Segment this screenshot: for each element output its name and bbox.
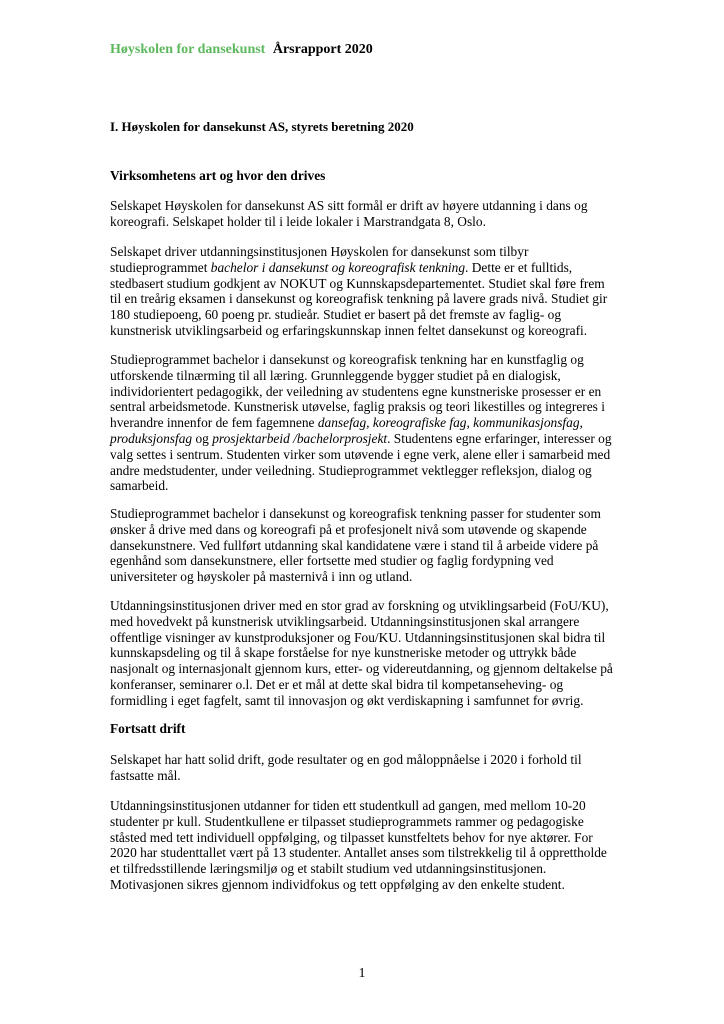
paragraph-3-part-e: . Studentens egne erfaringer, interesser og valg settes i sentrum. Studenten virker som utøvende i egne verk, alene eller i samarbeid med andre medstudenter, under veiledning. Studieprogrammet vektlegger refleksjon, dialog og samarbeid. [110, 430, 612, 494]
document-header [110, 42, 373, 58]
subheading-drift [110, 721, 616, 737]
paragraph-2-part-c: . Dette er et fulltids, stedbasert studium godkjent av NOKUT og Kunnskapsdepartementet. Studiet skal føre frem til en treårig eksamen i dansekunst og koreografisk tenkning på lavere grads nivå. Studiet gir 180 studiepoeng, 60 poeng pr. studieår. Studiet er basert på det fremste av faglig- og kunstnerisk utviklingsarbeid og erfaringskunnskap innen feltet dansekunst og koreografi. [110, 259, 608, 338]
paragraph-7 [110, 798, 616, 893]
paragraph-3-project: prosjektarbeid /bachelorprosjekt [212, 430, 388, 446]
paragraph-3 [110, 352, 616, 494]
paragraph-5-text: Utdanningsinstitusjonen driver med en stor grad av forskning og utviklingsarbeid (FoU/KU), med hovedvekt på kunstnerisk utviklingsarbeid. Utdanningsinstitusjonen skal arrangere offentlige visninger av kunstproduksjoner og Fou/KU. Utdanningsinstitusjonen skal bidra til kunnskapsdeling og til å skape forståelse for nye kunstneriske metoder og uttrykk både nasjonalt og internasjonalt gjennom kurs, etter- og videreutdanning, og gjennom deltakelse på konferanser, seminarer o.l. Det er et mål at dette skal bidra til kompetanseheving- og formidling i eget fagfelt, samt til innovasjon og økt verdiskapning i samfunnet for øvrig. [110, 598, 613, 708]
paragraph-7-text: Utdanningsinstitusjonen utdanner for tiden ett studentkull ad gangen, med mellom 10-20 studenter pr kull. Studentkullene er tilpasset studieprogrammets rammer og pedagogiske ståsted med tett individuell oppfølging, og tilpasset kunstfeltets behov for nye aktører. For 2020 har studenttallet vært på 13 studenter. Antallet anses som tilstrekkelig til å opprettholde et tilfredsstillende læringsmiljø og et stabilt studium ved utdanningsinstitusjonen. Motivasjonen sikres gjennom individfokus og tett oppfølging av den enkelte student. [110, 798, 607, 892]
header-organization: Høyskolen for dansekunst [110, 42, 266, 57]
paragraph-6 [110, 752, 616, 784]
paragraph-3-part-c: og [192, 430, 213, 446]
paragraph-2-text [110, 244, 616, 339]
paragraph-6-text: Selskapet har hatt solid drift, gode resultater og en god måloppnåelse i 2020 i forhold til fastsatte mål. [110, 752, 582, 783]
paragraph-3-part-a: Studieprogrammet bachelor i dansekunst og koreografisk tenkning har en kunstfaglig og utforskende tilnærming til all læring. Grunnleggende bygger studiet på en dialogisk, individorientert pedagogikk, der veiledning av studentens egne kunstneriske prosesser er en sentral arbeidsmetode. Kunstnerisk utøvelse, faglig praksis og teori likestilles og integreres i hverandre innenfor de fem fagemnene [110, 352, 605, 431]
subheading-art [110, 168, 616, 184]
page-number: 1 [358, 966, 366, 981]
paragraph-4-text: Studieprogrammet bachelor i dansekunst og koreografisk tenkning passer for studenter som ønsker å drive med dans og koreografi på et profesjonelt nivå som utøvende og skapende dansekunstnere. Ved fullført utdanning skal kandidatene være i stand til å arbeide videre på egenhånd som dansekunstnere, eller fortsette med studier og faglig fordypning ved universiteter og høyskoler på masternivå i inn og utland. [110, 506, 601, 585]
paragraph-1 [110, 198, 616, 230]
section-title: I. Høyskolen for dansekunst AS, styrets beretning 2020 [110, 119, 414, 134]
paragraph-5 [110, 598, 616, 709]
subheading-art-text: Virksomhetens art og hvor den drives [110, 168, 326, 183]
paragraph-3-subjects: dansefag, koreografiske fag, kommunikasjonsfag, produksjonsfag [110, 415, 583, 446]
paragraph-2-program-name: bachelor i dansekunst og koreografisk tenkning [210, 259, 466, 275]
paragraph-2 [110, 244, 616, 339]
paragraph-2-part-a: Selskapet driver utdanningsinstitusjonen Høyskolen for dansekunst som tilbyr studieprogrammet [110, 244, 529, 275]
paragraph-4 [110, 506, 616, 585]
header-report-title: Årsrapport 2020 [272, 42, 373, 57]
paragraph-1-text: Selskapet Høyskolen for dansekunst AS sitt formål er drift av høyere utdanning i dans og koreografi. Selskapet holder til i leide lokaler i Marstrandgata 8, Oslo. [110, 198, 588, 229]
paragraph-3-text [110, 352, 616, 494]
subheading-drift-text: Fortsatt drift [110, 721, 186, 736]
